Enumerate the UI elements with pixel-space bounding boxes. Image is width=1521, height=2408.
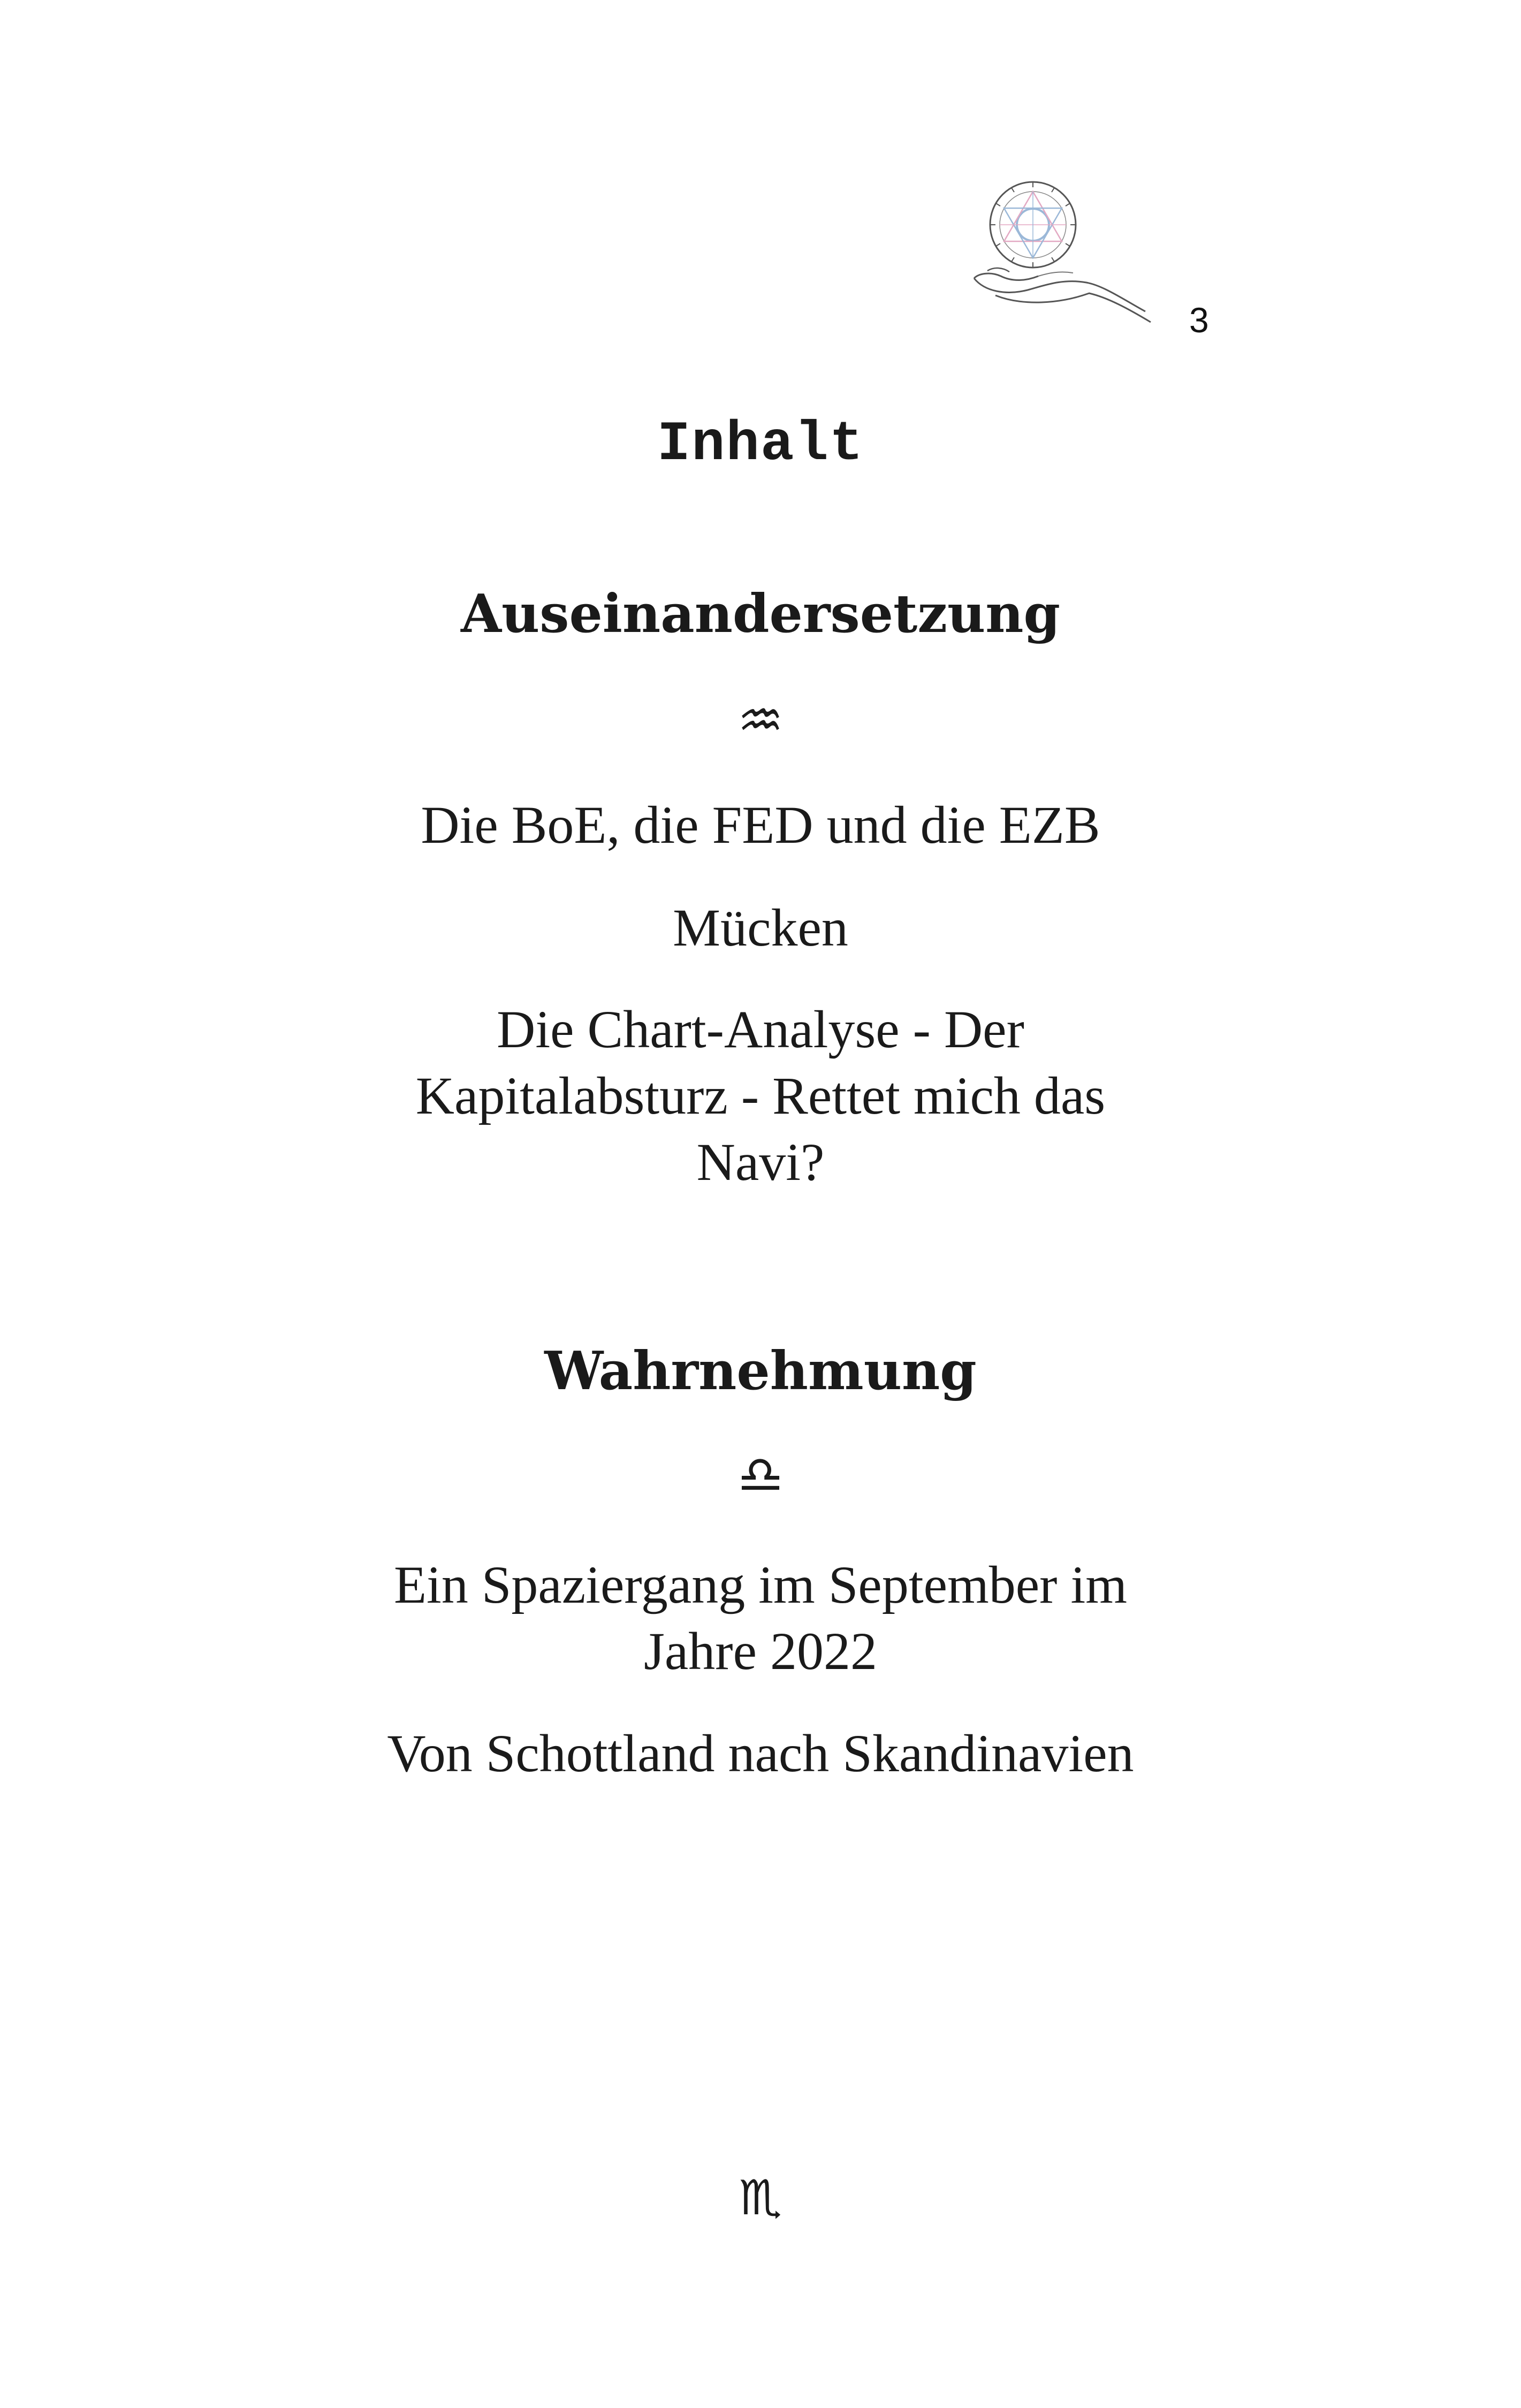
toc-entry[interactable]: Die BoE, die FED und die EZB [421,795,1100,855]
scorpio-sign-icon: ♏ [739,2170,782,2226]
section-heading-wahrnehmung: Wahrnehmung [544,1340,977,1402]
toc-entry[interactable] [0,1552,1521,1685]
libra-sign-icon: ♎ [737,1445,784,1505]
page-number: 3 [1189,300,1209,340]
page-title: Inhalt [657,413,864,476]
toc-entry[interactable]: Mücken [673,898,848,957]
aquarius-sign-icon: ♒ [737,690,784,750]
toc-entry-text: Die Chart-Analyse - Der Kapitalabsturz - Rettet mich das Navi? [415,1000,1106,1192]
zodiac-wheel-on-hand-icon [963,171,1156,332]
toc-entry[interactable] [0,996,1521,1195]
toc-entry-text: Ein Spaziergang im September im Jahre 2022 [393,1555,1128,1681]
toc-entry[interactable]: Von Schottland nach Skandinavien [387,1724,1134,1783]
section-heading-auseinandersetzung: Auseinandersetzung [460,583,1060,645]
